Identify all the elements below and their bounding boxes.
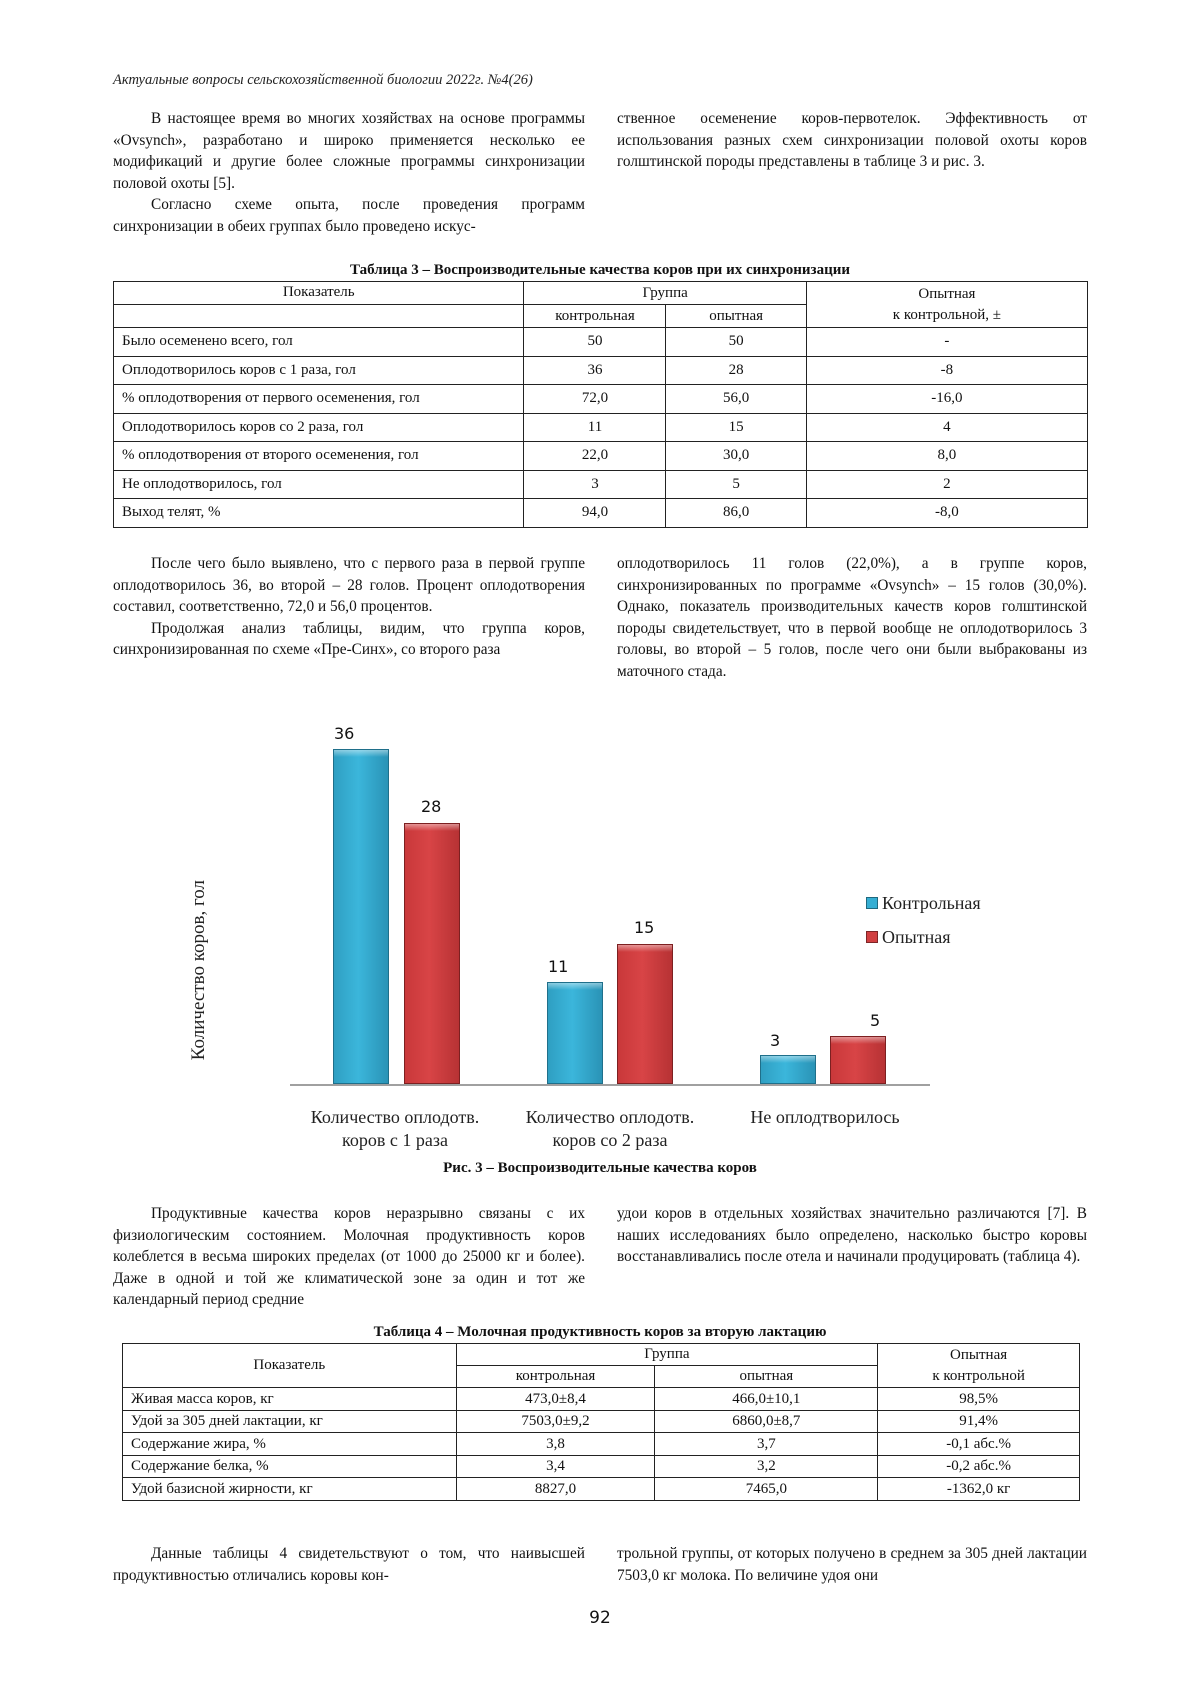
x-axis-line — [290, 1084, 930, 1086]
table-row: Содержание белка, % 3,4 3,2 -0,2 абс.% — [123, 1455, 1080, 1478]
paragraph: оплодотворилось 11 голов (22,0%), а в группе коров, синхронизированных по программе «Ovsynch» – 15 голов (30,0%). Однако, показатель производительных качеств коров голштинской породы свидетельствует, что в первой вообще не оплодотворилось 3 головы, во второй – 5 голов, после чего они были выбракованы из маточного стада. — [617, 555, 1087, 680]
paragraph: Продуктивные качества коров неразрывно связаны с их физиологическим состоянием. Молочная продуктивность коров колеблется в весьма широких пределах (от 1000 до 25000 кг и более). Даже в одной и той же климатической зоне за один и тот же календарный период средние — [113, 1205, 585, 1308]
paragraph: трольной группы, от которых получено в среднем за 305 дней лактации 7503,0 кг молока. По величине удоя они — [617, 1545, 1087, 1584]
table4-caption: Таблица 4 – Молочная продуктивность коров за вторую лактацию — [373, 1324, 827, 1340]
figure-caption: Рис. 3 – Воспроизводительные качества коров — [443, 1160, 757, 1176]
table4 — [122, 1343, 1080, 1501]
header-indicator-spacer — [114, 305, 524, 328]
page-number: 92 — [589, 1608, 611, 1628]
paragraph: Данные таблицы 4 свидетельствуют о том, что наивысшей продуктивностью отличались коровы кон- — [113, 1545, 585, 1584]
section4-right-column — [617, 1543, 1087, 1586]
table-row: % оплодотворения от первого осеменения, гол 72,0 56,0 -16,0 — [114, 385, 1088, 414]
paragraph: удои коров в отдельных хозяйствах значительно различаются [7]. В наших исследованиях было определено, насколько быстро коровы восстанавливались после отела и начинали продуцировать (таблица 4). — [617, 1205, 1087, 1265]
header-experimental: опытная — [655, 1366, 878, 1388]
table-row: Содержание жира, % 3,8 3,7 -0,1 абс.% — [123, 1433, 1080, 1456]
header-indicator: Показатель — [123, 1344, 457, 1388]
data-label: 28 — [421, 797, 442, 816]
bar-group-3-control — [760, 0, 816, 1084]
data-label: 36 — [334, 724, 355, 743]
data-label: 3 — [770, 1031, 781, 1050]
x-tick-label: Не оплодтворилось — [750, 1107, 900, 1127]
header-control: контрольная — [456, 1366, 655, 1388]
table-row: Удой за 305 дней лактации, кг 7503,0±9,2 6860,0±8,7 91,4% — [123, 1410, 1080, 1433]
chart-legend — [866, 886, 981, 954]
header-experimental: опытная — [666, 305, 806, 328]
table-row: Удой базисной жирности, кг 8827,0 7465,0 -1362,0 кг — [123, 1478, 1080, 1501]
table-row: Не оплодотворилось, гол 3 5 2 — [114, 470, 1088, 499]
table-row: Оплодотворилось коров со 2 раза, гол 11 15 4 — [114, 413, 1088, 442]
bar-control-2 — [547, 982, 603, 1084]
table-row: Оплодотворилось коров с 1 раза, гол 36 28 -8 — [114, 356, 1088, 385]
section3-left-column — [113, 1203, 585, 1311]
header-control: контрольная — [524, 305, 666, 328]
bar-experimental-1 — [404, 823, 460, 1084]
table-row: Выход телят, % 94,0 86,0 -8,0 — [114, 499, 1088, 528]
running-head: Актуальные вопросы сельскохозяйственной биологии 2022г. №4(26) — [113, 72, 533, 88]
header-diff: Опытная к контрольной, ± — [806, 282, 1087, 328]
data-label: 15 — [634, 918, 655, 937]
y-axis-label: Количество коров, гол — [188, 880, 209, 1061]
bar-control-1 — [333, 749, 389, 1084]
table3-caption: Таблица 3 – Воспроизводительные качества коров при их синхронизации — [349, 262, 850, 278]
bar-experimental-3 — [830, 1036, 886, 1084]
paragraph: Продолжая анализ таблицы, видим, что группа коров, синхронизированная по схеме «Пре-Синх», со второго раза — [113, 619, 585, 658]
bar-experimental-2 — [617, 944, 673, 1084]
paragraph: После чего было выявлено, что с первого раза в первой группе оплодотворилось 36, во второй – 28 голов. Процент оплодотворения составил, соответственно, 72,0 и 56,0 процентов. — [113, 555, 585, 615]
header-diff: Опытная к контрольной — [878, 1344, 1080, 1388]
header-indicator: Показатель — [114, 282, 524, 305]
paragraph: ственное осеменение коров-первотелок. Эффективность от использования разных схем синхронизации половой охоты коров голштинской породы представлены в таблице 3 и рис. 3. — [617, 110, 1087, 170]
section4-left-column — [113, 1543, 585, 1586]
legend-swatch-icon — [866, 897, 878, 909]
data-label: 5 — [870, 1011, 881, 1030]
section3-right-column — [617, 1203, 1087, 1268]
data-label: 11 — [548, 957, 569, 976]
paragraph: В настоящее время во многих хозяйствах на основе программы «Ovsynch», разработано и широко применяется несколько ее модификаций и другие более сложные программы синхронизации половой охоты [5]. — [113, 110, 585, 192]
bar-group-1-experimental — [404, 0, 460, 1084]
table-row: Было осеменено всего, гол 50 50 - — [114, 328, 1088, 357]
legend-swatch-icon — [866, 931, 878, 943]
table-row: Живая масса коров, кг 473,0±8,4 466,0±10,1 98,5% — [123, 1388, 1080, 1411]
bar-group-2-control — [547, 0, 603, 1084]
header-group: Группа — [456, 1344, 878, 1366]
bar-group-1-control — [333, 0, 389, 1084]
x-tick-label: Количество оплодотв. коров со 2 раза — [525, 1107, 695, 1150]
header-group: Группа — [524, 282, 806, 305]
legend-item-experimental: Опытная — [866, 920, 981, 954]
paragraph: Согласно схеме опыта, после проведения программ синхронизации в обеих группах было проведено искус- — [113, 196, 585, 235]
x-tick-label: Количество оплодотв. коров с 1 раза — [310, 1107, 480, 1150]
bar-control-3 — [760, 1055, 816, 1084]
table-row: % оплодотворения от второго осеменения, гол 22,0 30,0 8,0 — [114, 442, 1088, 471]
legend-item-control: Контрольная — [866, 886, 981, 920]
